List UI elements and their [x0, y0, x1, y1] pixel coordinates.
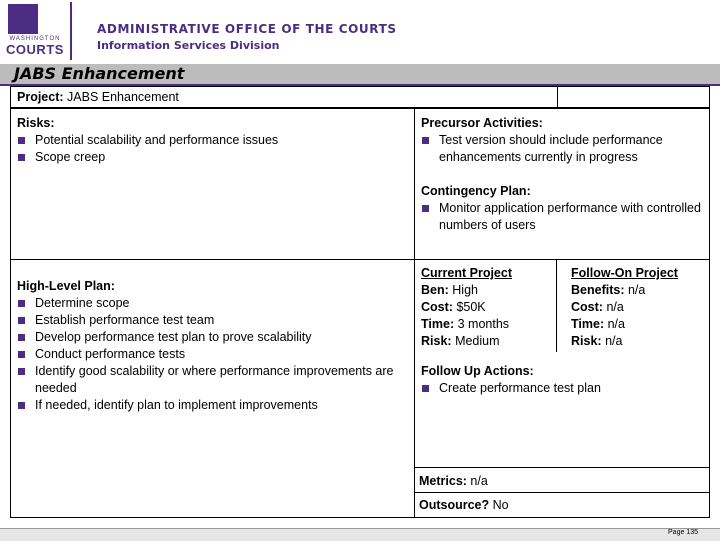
precursor-heading: Precursor Activities: [421, 116, 543, 130]
high-level-plan-cell [10, 259, 415, 518]
project-cell [10, 86, 558, 108]
current-label: Time: [421, 317, 455, 331]
follow-on-label: Risk: [571, 334, 602, 348]
follow-up-item: Create performance test plan [421, 380, 703, 397]
risks-heading: Risks: [17, 116, 55, 130]
follow-on-value: n/a [607, 317, 625, 331]
follow-on-value: n/a [627, 283, 646, 297]
follow-up-heading: Follow Up Actions: [421, 364, 534, 378]
metrics-label: Metrics: [419, 474, 467, 488]
logo-mark-icon [8, 4, 38, 34]
outsource-label: Outsource? [419, 498, 490, 512]
precursor-item: Test version should include performance enhancements currently in progress [421, 132, 703, 166]
plan-item: Develop performance test plan to prove scalability [17, 329, 402, 346]
outsource-value: No [492, 498, 509, 512]
project-label: Project: [17, 90, 64, 104]
current-value: $50K [456, 300, 486, 314]
plan-item: Conduct performance tests [17, 346, 402, 363]
page-title: JABS Enhancement [14, 64, 185, 83]
plan-item: Determine scope [17, 295, 402, 312]
current-label: Risk: [421, 334, 452, 348]
header-divider [70, 2, 72, 60]
high-level-plan-heading: High-Level Plan: [17, 279, 115, 293]
plan-item: If needed, identify plan to implement improvements [17, 397, 402, 414]
page-header [0, 0, 720, 62]
office-name: ADMINISTRATIVE OFFICE OF THE COURTS [97, 22, 397, 36]
plan-item: Identify good scalability or where performance improvements are needed [17, 363, 402, 397]
follow-on-project [571, 265, 707, 350]
plan-item: Establish performance test team [17, 312, 402, 329]
current-value: High [452, 283, 478, 297]
project-comparison-cell [414, 259, 710, 468]
precursor-contingency-cell [414, 108, 710, 260]
current-value: Medium [455, 334, 500, 348]
follow-on-heading: Follow-On Project [571, 266, 678, 280]
page-footer [0, 528, 720, 541]
metrics-value: n/a [470, 474, 488, 488]
follow-on-value: n/a [606, 300, 624, 314]
follow-on-label: Benefits: [571, 283, 625, 297]
washington-courts-logo [4, 4, 66, 58]
risks-cell [10, 108, 415, 260]
division-name: Information Services Division [97, 39, 280, 52]
risk-item: Scope creep [17, 149, 407, 166]
comparison-divider [556, 260, 557, 352]
page-number: Page 135 [668, 529, 698, 536]
current-project [421, 265, 561, 350]
project-value: JABS Enhancement [67, 90, 179, 104]
contingency-heading: Contingency Plan: [421, 184, 531, 198]
follow-on-label: Time: [571, 317, 605, 331]
logo-text-bottom: COURTS [6, 42, 64, 57]
current-label: Cost: [421, 300, 453, 314]
follow-on-label: Cost: [571, 300, 603, 314]
logo-text-top: WASHINGTON [9, 36, 61, 42]
current-value: 3 months [457, 317, 510, 331]
current-project-heading: Current Project [421, 266, 512, 280]
metrics-cell [414, 467, 710, 493]
contingency-item: Monitor application performance with controlled numbers of users [421, 200, 703, 234]
risk-item: Potential scalability and performance issues [17, 132, 407, 149]
project-extra-cell [557, 86, 710, 108]
outsource-cell [414, 492, 710, 518]
current-label: Ben: [421, 283, 449, 297]
follow-on-value: n/a [605, 334, 623, 348]
